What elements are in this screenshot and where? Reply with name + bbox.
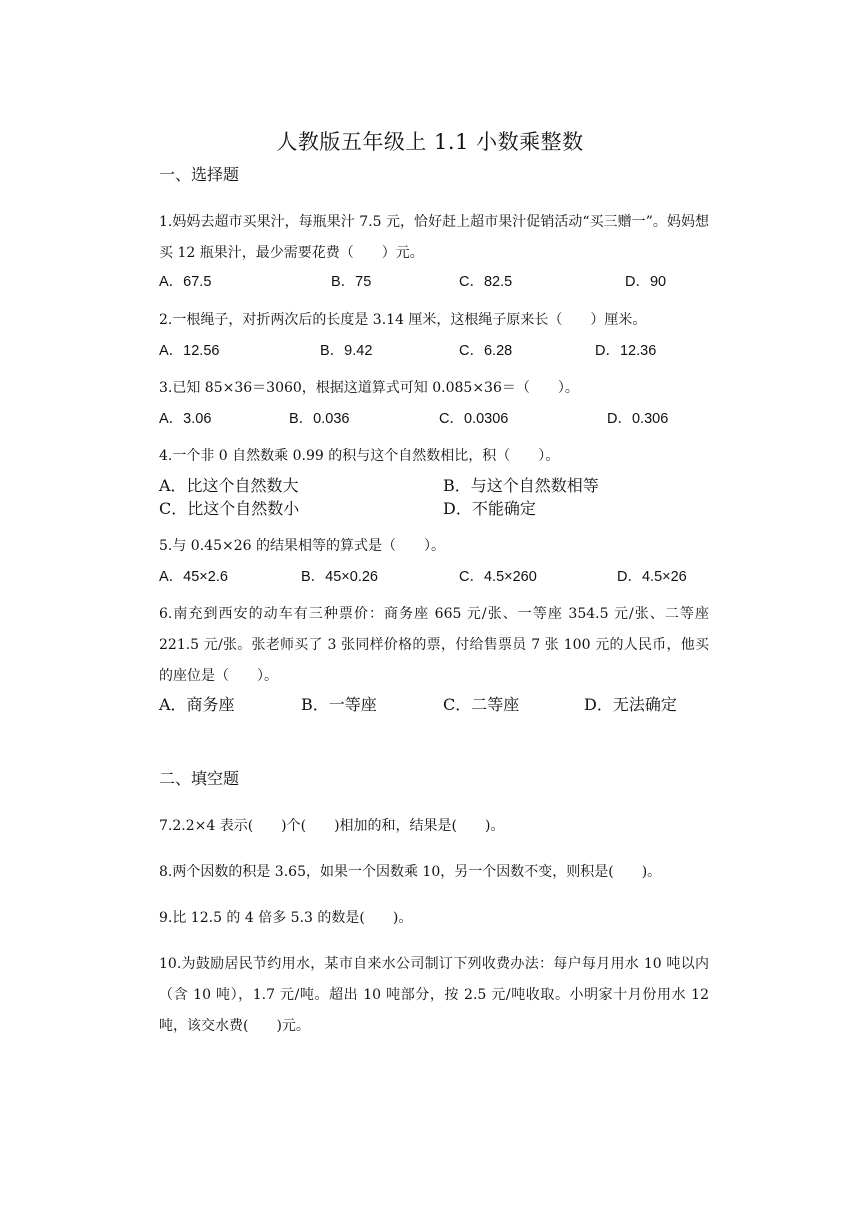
option-d[interactable]: D．不能确定 [443,499,536,518]
option-d[interactable]: D．0.306 [607,411,669,427]
question-4: 4.一个非 0 自然数乘 0.99 的积与这个自然数相比，积（ ）。 [159,448,560,464]
option-b[interactable]: B．与这个自然数相等 [443,476,599,495]
options-q1 [159,270,719,294]
options-q4-row2 [159,496,719,520]
option-a[interactable]: A．3.06 [159,411,212,427]
option-c[interactable]: C．二等座 [443,695,520,714]
section-heading-choice: 一、选择题 [159,165,240,184]
option-a[interactable]: A．45×2.6 [159,569,228,585]
page-title: 人教版五年级上 1.1 小数乘整数 [276,130,584,154]
question-10: 10.为鼓励居民节约用水，某市自来水公司制订下列收费办法：每户每月用水 10 吨以内（含 10 吨），1.7 元/吨。超出 10 吨部分，按 2.5 元/吨收取。小明家十月份用水 12 吨，该交水费( )元。 [159,956,709,1034]
option-c[interactable]: C．4.5×260 [459,569,537,585]
option-c[interactable]: C．0.0306 [439,411,509,427]
question-8: 8.两个因数的积是 3.65，如果一个因数乘 10，另一个因数不变，则积是( )。 [159,864,662,880]
option-d[interactable]: D．12.36 [595,343,657,359]
option-c[interactable]: C．82.5 [459,274,513,290]
option-b[interactable]: B．45×0.26 [301,569,378,585]
option-d[interactable]: D．90 [625,274,667,290]
options-q4-row1 [159,473,719,497]
option-a[interactable]: A．商务座 [159,695,235,714]
option-d[interactable]: D．无法确定 [584,695,677,714]
question-6: 6.南充到西安的动车有三种票价：商务座 665 元/张、一等座 354.5 元/张、二等座 221.5 元/张。张老师买了 3 张同样价格的票，付给售票员 7 张 100 元的人民币，他买的座位是（ ）。 [159,606,709,684]
question-2: 2.一根绳子，对折两次后的长度是 3.14 厘米，这根绳子原来长（ ）厘米。 [159,312,647,328]
option-a[interactable]: A．67.5 [159,274,212,290]
question-1: 1.妈妈去超市买果汁，每瓶果汁 7.5 元，恰好赶上超市果汁促销活动“买三赠一”。妈妈想买 12 瓶果汁，最少需要花费（ ）元。 [159,214,709,261]
question-7: 7.2.2×4 表示( )个( )相加的和，结果是( )。 [159,818,505,834]
option-b[interactable]: B．一等座 [301,695,377,714]
option-b[interactable]: B．0.036 [289,411,350,427]
option-b[interactable]: B．75 [331,274,372,290]
options-q6 [159,692,719,716]
option-a[interactable]: A．12.56 [159,343,220,359]
option-d[interactable]: D．4.5×26 [617,569,687,585]
option-c[interactable]: C．比这个自然数小 [159,499,300,518]
options-q5 [159,565,719,589]
option-a[interactable]: A．比这个自然数大 [159,476,299,495]
options-q2 [159,339,719,363]
section-heading-fill: 二、填空题 [159,769,240,788]
question-9: 9.比 12.5 的 4 倍多 5.3 的数是( )。 [159,910,413,926]
option-c[interactable]: C．6.28 [459,343,513,359]
question-5: 5.与 0.45×26 的结果相等的算式是（ ）。 [159,538,445,554]
option-b[interactable]: B．9.42 [320,343,373,359]
options-q3 [159,407,719,431]
question-3: 3.已知 85×36＝3060，根据这道算式可知 0.085×36＝（ ）。 [159,380,579,396]
